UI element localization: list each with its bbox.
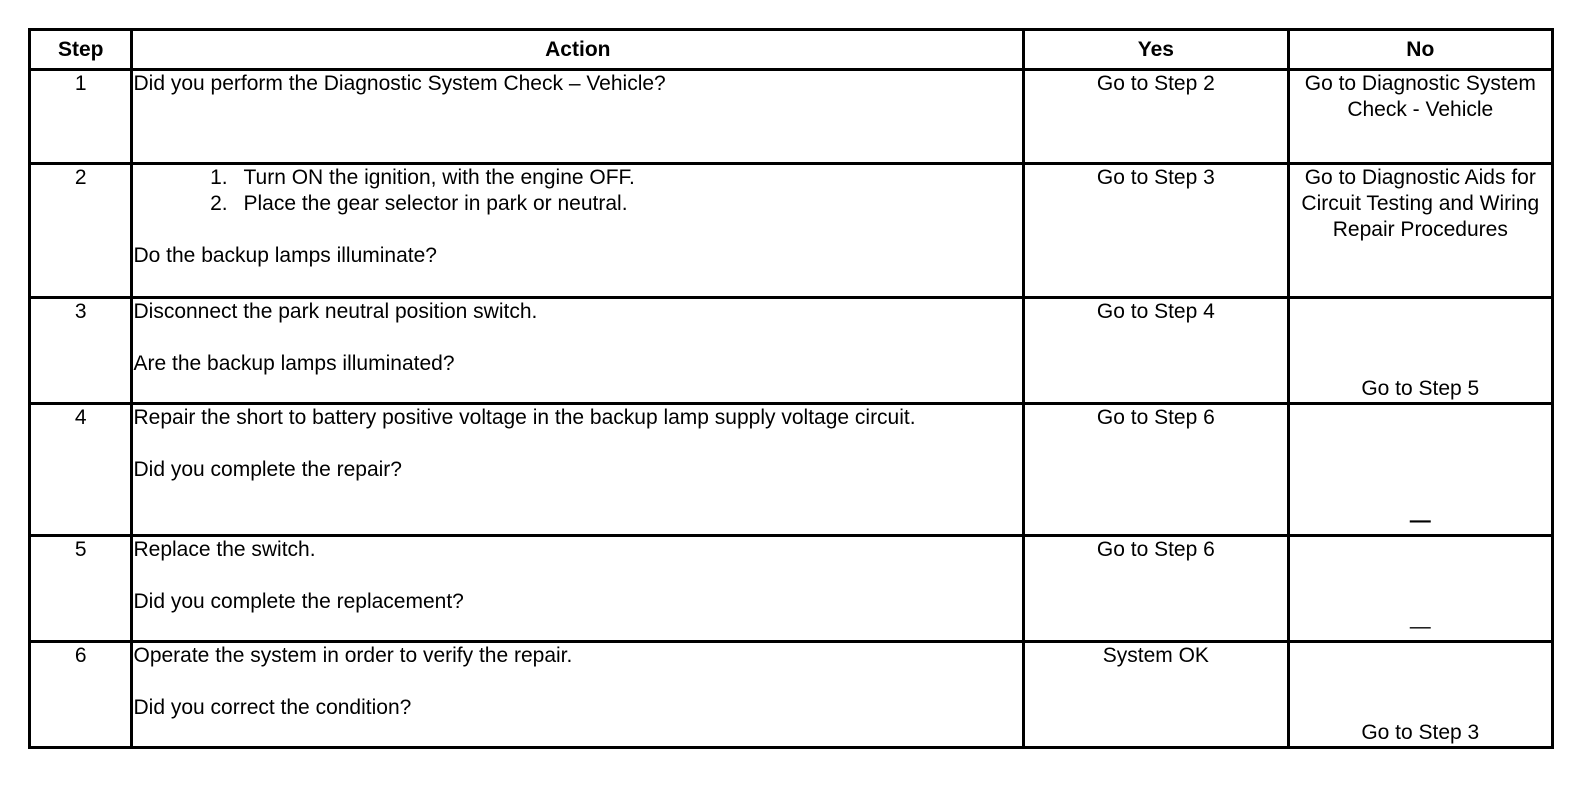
action-cell	[132, 536, 1024, 642]
table-row	[30, 164, 1553, 298]
action-text: Did you perform the Diagnostic System Check – Vehicle?	[133, 72, 666, 95]
no-cell: —	[1288, 404, 1552, 536]
step-number: 3	[30, 298, 132, 404]
yes-cell: Go to Step 4	[1024, 298, 1288, 404]
action-cell	[132, 298, 1024, 404]
action-step-item: 2. Place the gear selector in park or neutral.	[233, 191, 1022, 217]
table-row	[30, 404, 1553, 536]
table-row	[30, 70, 1553, 164]
header-no: No	[1288, 30, 1552, 70]
action-cell	[132, 70, 1024, 164]
action-text: Repair the short to battery positive voltage in the backup lamp supply voltage circuit.	[133, 406, 916, 429]
action-text: Disconnect the park neutral position switch.	[133, 300, 538, 323]
action-steps-list	[133, 165, 1022, 217]
action-question: Did you complete the repair?	[133, 458, 402, 481]
action-text: Operate the system in order to verify the repair.	[133, 644, 573, 667]
action-cell	[132, 642, 1024, 748]
no-cell: Go to Step 3	[1288, 642, 1552, 748]
header-yes: Yes	[1024, 30, 1288, 70]
step-number: 6	[30, 642, 132, 748]
yes-cell: Go to Step 6	[1024, 404, 1288, 536]
yes-cell: Go to Step 3	[1024, 164, 1288, 298]
step-number: 1	[30, 70, 132, 164]
table-row	[30, 642, 1553, 748]
yes-cell: Go to Step 2	[1024, 70, 1288, 164]
yes-cell: System OK	[1024, 642, 1288, 748]
action-cell	[132, 164, 1024, 298]
diagnostic-table	[28, 28, 1554, 749]
no-cell: Go to Diagnostic System Check - Vehicle	[1288, 70, 1552, 164]
no-cell: Go to Diagnostic Aids for Circuit Testing and Wiring Repair Procedures	[1288, 164, 1552, 298]
yes-cell: Go to Step 6	[1024, 536, 1288, 642]
no-cell: Go to Step 5	[1288, 298, 1552, 404]
no-cell: —	[1288, 536, 1552, 642]
table-row	[30, 536, 1553, 642]
action-cell	[132, 404, 1024, 536]
step-number: 5	[30, 536, 132, 642]
header-row	[30, 30, 1553, 70]
table-row	[30, 298, 1553, 404]
step-number: 2	[30, 164, 132, 298]
action-question: Are the backup lamps illuminated?	[133, 352, 455, 375]
header-step: Step	[30, 30, 132, 70]
action-question: Did you complete the replacement?	[133, 590, 464, 613]
action-text: Replace the switch.	[133, 538, 316, 561]
step-number: 4	[30, 404, 132, 536]
action-question: Did you correct the condition?	[133, 696, 412, 719]
header-action: Action	[132, 30, 1024, 70]
action-question: Do the backup lamps illuminate?	[133, 244, 437, 267]
action-step-item: 1. Turn ON the ignition, with the engine OFF.	[233, 165, 1022, 191]
